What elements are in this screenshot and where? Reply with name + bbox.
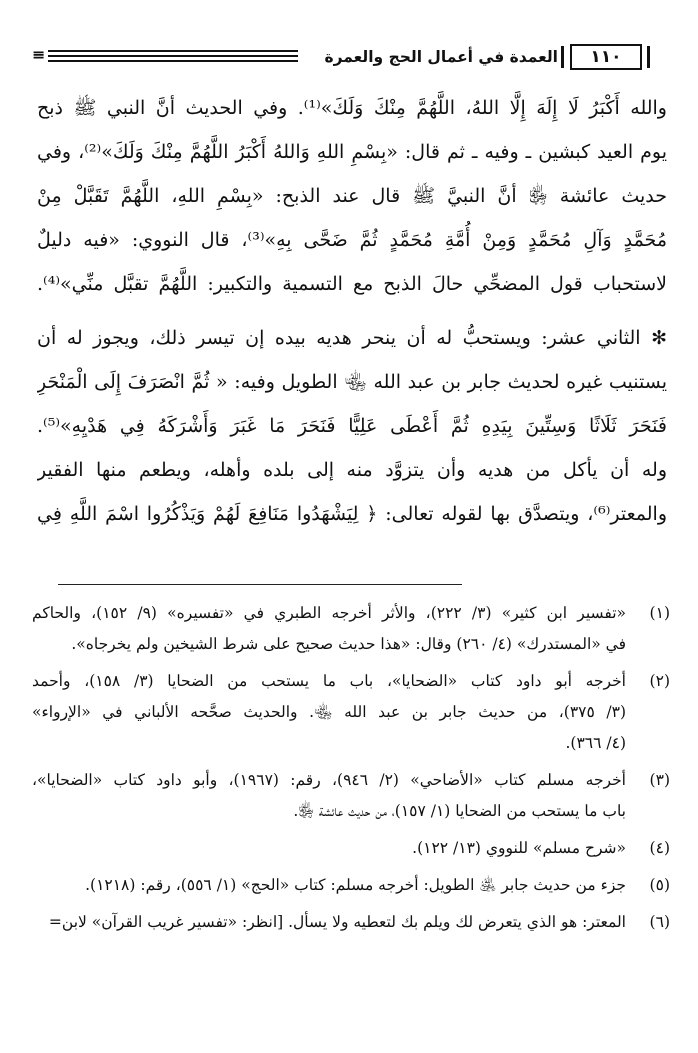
book-title: العمدة في أعمال الحج والعمرة [324, 48, 558, 66]
footnote-text: (٤/ ٣٦٦). [565, 734, 626, 752]
text-line: والمعتر⁽⁶⁾، ويتصدَّق بها لقوله تعالى: ﴿ لِيَشْهَدُوا مَنَافِعَ لَهُمْ وَيَذْكُرُوا اسْمَ اللَّهِ فِي [37, 503, 667, 525]
text-line: والله أَكْبَرُ لَا إِلَهَ إِلَّا اللهُ، اللَّهُمَّ مِنْكَ وَلَكَ»⁽¹⁾. وفي الحديث أنَّ النبي ﷺ ذبح [37, 97, 667, 119]
footnotes [32, 598, 670, 938]
text-line: حديث عائشة ﵂ أنَّ النبيَّ ﷺ قال عند الذبح: «بِسْمِ اللهِ، اللَّهُمَّ تَقَبَّلْ مِنْ [37, 185, 667, 207]
footnote-text: في «المستدرك» (٤/ ٢٦٠) وقال: «هذا حديث صحيح على شرط الشيخين ولم يخرجاه». [71, 635, 626, 653]
footnote-text: باب ما يستحب من الضحايا (١/ ١٥٧)، من حديث عائشة ﵂. [293, 802, 626, 820]
page-number: ١١٠ [570, 44, 642, 70]
text-line: يوم العيد كبشين ـ وفيه ـ ثم قال: «بِسْمِ اللهِ وَاللهُ أَكْبَرُ اللَّهُمَّ مِنْكَ وَلَكَ»⁽²⁾، وفي [37, 141, 667, 163]
footnote-5 [32, 870, 670, 901]
page-number-ornament [647, 46, 650, 68]
text-line: وله أن يأكل من هديه وأن يتزوَّد منه إلى بلده وأهله، ويطعم منها الفقير [37, 459, 667, 481]
footnote-text: جزء من حديث جابر ﵁ الطويل: أخرجه مسلم: كتاب «الحج» (١/ ٥٥٦)، رقم: (١٢١٨). [85, 876, 626, 894]
header-rule [48, 50, 298, 62]
footnote-number: (٢) [649, 672, 670, 690]
footnote-2 [32, 666, 670, 759]
footnote-text: أخرجه أبو داود كتاب «الضحايا»، باب ما يستحب من الضحايا (٣/ ١٥٨)، وأحمد [32, 672, 626, 690]
header-mark: ≡ [32, 45, 46, 64]
footnote-text: «شرح مسلم» للنووي (١٣/ ١٢٢). [412, 839, 626, 857]
footnote-number: (٦) [649, 913, 670, 931]
footnote-number: (١) [649, 604, 670, 622]
footnote-number: (٥) [649, 876, 670, 894]
main-text [37, 86, 667, 536]
text-line: فَنَحَرَ ثَلَاثًا وَسِتِّينَ بِيَدِهِ ثُمَّ أَعْطَى عَلِيًّا فَنَحَرَ مَا غَبَرَ وَأَشْرَكَهُ فِي هَدْيِهِ»⁽⁵⁾. [37, 415, 667, 437]
footnote-separator [58, 584, 462, 585]
footnote-text: (٣/ ٣٧٥)، من حديث جابر بن عبد الله ﵄. والحديث صحَّحه الألباني في «الإرواء» [32, 703, 626, 721]
footnote-1 [32, 598, 670, 660]
text-line: مُحَمَّدٍ وَآلِ مُحَمَّدٍ وَمِنْ أُمَّةِ مُحَمَّدٍ ثُمَّ ضَحَّى بِهِ»⁽³⁾، قال النووي: «فيه دليلٌ [37, 229, 667, 251]
footnote-number: (٣) [649, 771, 670, 789]
footnote-text: المعتر: هو الذي يتعرض لك ويلم بك لتعطيه ولا يسأل. [انظر: «تفسير غريب القرآن» لابن= [48, 913, 626, 931]
footnote-3 [32, 765, 670, 827]
text-line: لاستحباب قول المضحِّي حالَ الذبح مع التسمية والتكبير: اللَّهُمَّ تقبَّل منِّي»⁽⁴⁾. [37, 273, 667, 295]
footnote-4 [32, 833, 670, 864]
running-header [32, 44, 658, 74]
footnote-text: «تفسير ابن كثير» (٣/ ٢٢٢)، والأثر أخرجه الطبري في «تفسيره» (٩/ ١٥٢)، والحاكم [32, 604, 626, 622]
footnote-number: (٤) [649, 839, 670, 857]
text-line: يستنيب غيره لحديث جابر بن عبد الله ﵄ الطويل وفيه: « ثُمَّ انْصَرَفَ إِلَى الْمَنْحَرِ [37, 371, 667, 393]
section-heading-line: ✻ الثاني عشر: ويستحبُّ له أن ينحر هديه بيده إن تيسر ذلك، ويجوز له أن [37, 327, 667, 349]
page-number-ornament [561, 46, 564, 68]
footnote-text: أخرجه مسلم كتاب «الأضاحي» (٢/ ٩٤٦)، رقم: (١٩٦٧)، وأبو داود كتاب «الضحايا»، [32, 771, 626, 789]
footnote-6 [32, 907, 670, 938]
